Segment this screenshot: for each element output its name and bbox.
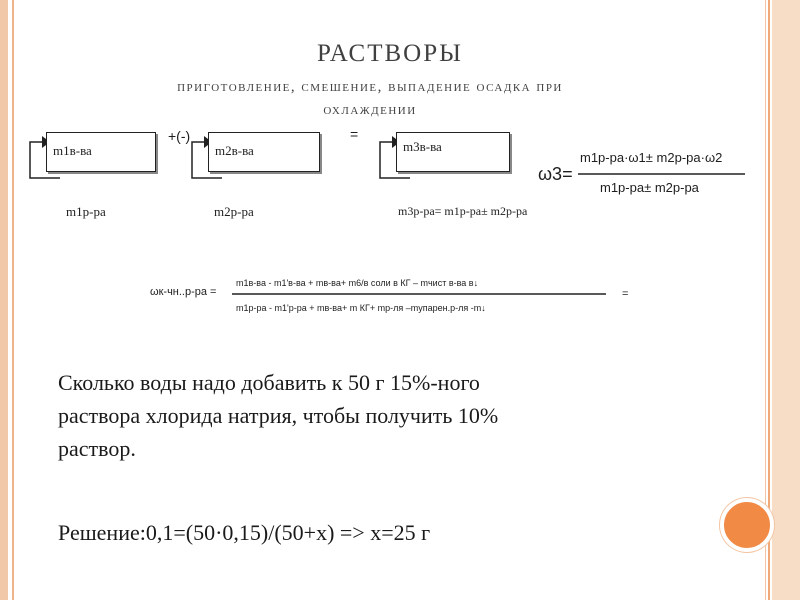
solution-2-mass-label: m2р-ра (214, 204, 254, 219)
formula2-lines (0, 260, 780, 340)
solution-3-substance-mass: m3в-ва (403, 139, 442, 154)
solution-2-box (208, 132, 320, 172)
subtitle-line-2: охлаждении (323, 102, 417, 118)
solution-1-substance-mass: m1в-ва (53, 143, 92, 158)
solution-3-mass-label: m3р-ра= m1р-ра± m2р-ра (398, 204, 528, 218)
subtitle-line-1: приготовление, смешение, выпадение осадка при (177, 79, 563, 95)
operator-equals: = (350, 126, 359, 142)
formula2-lhs: ωк-чн..р-ра = (150, 286, 217, 298)
formula2-denominator: m1р-ра - m1'р-ра + mв-ва+ m КГ+ mр-ля –mупарен.р-ля -m↓ (236, 303, 486, 313)
solution-text: Решение:0,1=(50·0,15)/(50+х) => х=25 г (58, 520, 431, 545)
problem-text (58, 366, 718, 465)
omega3-symbol: ω3= (538, 164, 573, 184)
formula2-numerator: m1в-ва - m1'в-ва + mв-ва+ m6/в соли в КГ – mчист в-ва в↓ (236, 278, 479, 288)
formula2-equals: = (622, 288, 629, 300)
omega3-denominator: m1р-ра± m2р-ра (600, 180, 699, 195)
problem-line-2: раствора хлорида натрия, чтобы получить 10% (58, 403, 499, 428)
slide-subtitle (60, 76, 680, 122)
decor-circle (720, 498, 774, 552)
problem-line-3: раствор. (58, 436, 136, 461)
operator-plus-minus: +(-) (168, 128, 191, 144)
solution-2-substance-mass: m2в-ва (215, 143, 254, 158)
solution-3-box (396, 132, 510, 172)
slide-title: РАСТВОРЫ (317, 40, 463, 67)
problem-line-1: Сколько воды надо добавить к 50 г 15%-ного (58, 370, 480, 395)
omega3-numerator: m1р-ра·ω1± m2р-ра·ω2 (580, 150, 723, 165)
solution-1-box (46, 132, 156, 172)
solution-1-mass-label: m1р-ра (66, 204, 106, 219)
